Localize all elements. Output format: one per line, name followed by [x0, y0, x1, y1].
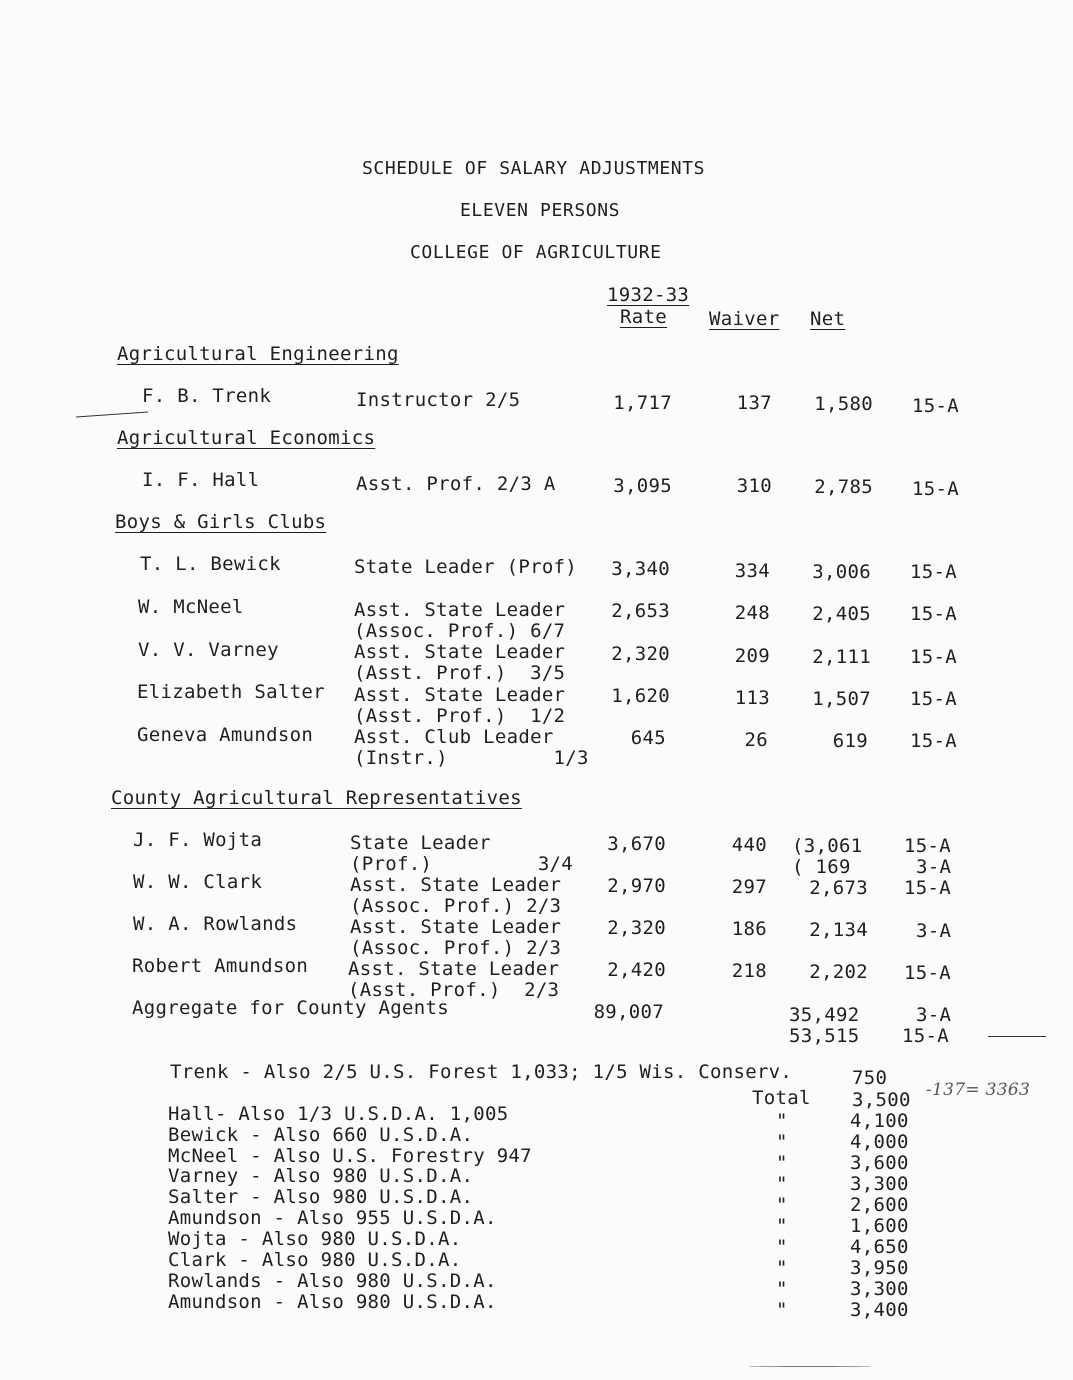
person-name: F. B. Trenk [142, 385, 272, 407]
note-line: Varney - Also 980 U.S.D.A. [168, 1165, 474, 1187]
position-rank: (Instr.) 1/3 [354, 747, 589, 769]
section-heading: Boys & Girls Clubs [115, 511, 327, 533]
person-name: W. McNeel [138, 596, 244, 618]
net-value: 2,202 [809, 961, 868, 983]
waiver-value: 218 [731, 960, 767, 982]
note-line: Trenk - Also 2/5 U.S. Forest 1,033; 1/5 Wis. Conserv. [170, 1061, 793, 1083]
waiver-value: 310 [736, 475, 772, 497]
fund-code: 15-A [910, 688, 957, 710]
fund-code: 15-A [912, 478, 959, 500]
position-title: Asst. State Leader [348, 958, 560, 980]
total-value: 1,600 [850, 1215, 909, 1237]
rate-value: 3,340 [611, 558, 670, 580]
fund-code: 15-A [910, 561, 957, 583]
position-rank: (Assoc. Prof.) 6/7 [354, 620, 566, 642]
position-rank: (Asst. Prof.) 3/5 [354, 662, 566, 684]
person-name: V. V. Varney [138, 639, 279, 661]
bottom-pen-stroke [748, 1366, 872, 1367]
waiver-value: 26 [744, 729, 768, 751]
net-value: 2,673 [809, 877, 868, 899]
net-value: (3,061 [792, 835, 863, 857]
total-value: 3,500 [852, 1089, 911, 1111]
section-heading: Agricultural Economics [117, 427, 376, 449]
net-value: 2,405 [812, 603, 871, 625]
note-line: Amundson - Also 955 U.S.D.A. [168, 1207, 497, 1229]
rate-value: 3,670 [607, 833, 666, 855]
position-title: State Leader (Prof) [354, 556, 578, 578]
ditto-mark: " [776, 1278, 788, 1300]
note-line: Clark - Also 980 U.S.D.A. [168, 1249, 462, 1271]
net-value: 3,006 [812, 561, 871, 583]
waiver-value: 334 [734, 560, 770, 582]
total-value: 4,100 [850, 1110, 909, 1132]
margin-pen-stroke [988, 1036, 1046, 1037]
net-value-split: ( 169 [792, 856, 851, 878]
margin-pen-stroke [76, 411, 148, 417]
net-value: 1,507 [812, 688, 871, 710]
header-waiver: Waiver [709, 308, 780, 330]
position-title: Asst. State Leader [350, 916, 562, 938]
note-line: Amundson - Also 980 U.S.D.A. [168, 1291, 497, 1313]
ditto-mark: " [776, 1257, 788, 1279]
note-value: 750 [852, 1067, 888, 1089]
position-title: Asst. State Leader [354, 599, 566, 621]
person-name: I. F. Hall [142, 469, 260, 491]
fund-code: 15-A [910, 646, 957, 668]
aggregate-net: 35,492 [789, 1004, 860, 1026]
fund-code: 15-A [904, 962, 951, 984]
rate-value: 2,320 [607, 917, 666, 939]
note-line: McNeel - Also U.S. Forestry 947 [168, 1145, 532, 1167]
ditto-mark: " [776, 1236, 788, 1258]
rate-value: 3,095 [613, 475, 672, 497]
position-title: Asst. Prof. 2/3 A [356, 473, 556, 495]
waiver-value: 248 [734, 602, 770, 624]
waiver-value: 186 [731, 918, 767, 940]
aggregate-label: Aggregate for County Agents [132, 997, 449, 1019]
total-value: 3,950 [850, 1257, 909, 1279]
total-value: 4,000 [850, 1131, 909, 1153]
net-value: 2,785 [814, 476, 873, 498]
rate-value: 1,717 [613, 392, 672, 414]
person-name: J. F. Wojta [133, 829, 263, 851]
aggregate-code: 15-A [902, 1025, 949, 1047]
note-line: Wojta - Also 980 U.S.D.A. [168, 1228, 462, 1250]
ditto-mark: " [776, 1215, 788, 1237]
total-value: 3,400 [850, 1299, 909, 1321]
position-rank: (Assoc. Prof.) 2/3 [350, 895, 562, 917]
rate-value: 1,620 [611, 685, 670, 707]
ditto-mark: " [776, 1131, 788, 1153]
aggregate-rate: 89,007 [593, 1001, 664, 1023]
waiver-value: 209 [734, 645, 770, 667]
net-value: 2,134 [809, 919, 868, 941]
total-value: 2,600 [850, 1194, 909, 1216]
document-title: SCHEDULE OF SALARY ADJUSTMENTS [362, 158, 706, 179]
section-heading: County Agricultural Representatives [111, 787, 522, 809]
person-name: Geneva Amundson [137, 724, 314, 746]
header-year: 1932-33 [607, 284, 690, 306]
position-title: Instructor 2/5 [356, 389, 521, 411]
position-title: Asst. State Leader [350, 874, 562, 896]
position-rank: (Asst. Prof.) 2/3 [348, 979, 560, 1001]
fund-code: 15-A [910, 730, 957, 752]
header-rate: Rate [620, 306, 667, 328]
net-value: 619 [832, 730, 868, 752]
waiver-value: 137 [736, 392, 772, 414]
fund-code: 15-A [912, 395, 959, 417]
rate-value: 2,653 [611, 600, 670, 622]
position-rank: (Assoc. Prof.) 2/3 [350, 937, 562, 959]
total-value: 4,650 [850, 1236, 909, 1258]
section-heading: Agricultural Engineering [117, 343, 399, 365]
person-name: Robert Amundson [132, 955, 309, 977]
rate-value: 645 [630, 727, 666, 749]
position-title: State Leader [350, 832, 491, 854]
waiver-value: 297 [731, 876, 767, 898]
total-value: 3,300 [850, 1278, 909, 1300]
position-rank: (Asst. Prof.) 1/2 [354, 705, 566, 727]
position-title: Asst. State Leader [354, 641, 566, 663]
ditto-mark: " [776, 1173, 788, 1195]
fund-code-split: 3-A [916, 856, 952, 878]
note-line: Rowlands - Also 980 U.S.D.A. [168, 1270, 497, 1292]
total-label: Total [752, 1087, 811, 1109]
waiver-value: 113 [734, 687, 770, 709]
note-line: Bewick - Also 660 U.S.D.A. [168, 1124, 474, 1146]
position-title: Asst. Club Leader [354, 726, 554, 748]
aggregate-net: 53,515 [789, 1025, 860, 1047]
fund-code: 15-A [904, 877, 951, 899]
position-rank: (Prof.) 3/4 [350, 853, 574, 875]
rate-value: 2,320 [611, 643, 670, 665]
header-net: Net [810, 308, 846, 330]
handwritten-annotation: -137= 3363 [926, 1080, 1031, 1100]
total-value: 3,300 [850, 1173, 909, 1195]
total-value: 3,600 [850, 1152, 909, 1174]
ditto-mark: " [776, 1299, 788, 1321]
person-name: W. A. Rowlands [133, 913, 298, 935]
note-line: Salter - Also 980 U.S.D.A. [168, 1186, 474, 1208]
fund-code: 15-A [910, 603, 957, 625]
ditto-mark: " [776, 1110, 788, 1132]
aggregate-code: 3-A [916, 1004, 952, 1026]
person-name: Elizabeth Salter [137, 681, 325, 703]
fund-code: 3-A [916, 920, 952, 942]
position-title: Asst. State Leader [354, 684, 566, 706]
person-name: T. L. Bewick [140, 553, 281, 575]
net-value: 1,580 [814, 393, 873, 415]
rate-value: 2,420 [607, 959, 666, 981]
fund-code: 15-A [904, 835, 951, 857]
net-value: 2,111 [812, 646, 871, 668]
ditto-mark: " [776, 1152, 788, 1174]
waiver-value: 440 [731, 834, 767, 856]
college-name: COLLEGE OF AGRICULTURE [410, 242, 662, 263]
rate-value: 2,970 [607, 875, 666, 897]
document-subtitle: ELEVEN PERSONS [460, 200, 621, 221]
ditto-mark: " [776, 1194, 788, 1216]
note-line: Hall- Also 1/3 U.S.D.A. 1,005 [168, 1103, 509, 1125]
person-name: W. W. Clark [133, 871, 263, 893]
